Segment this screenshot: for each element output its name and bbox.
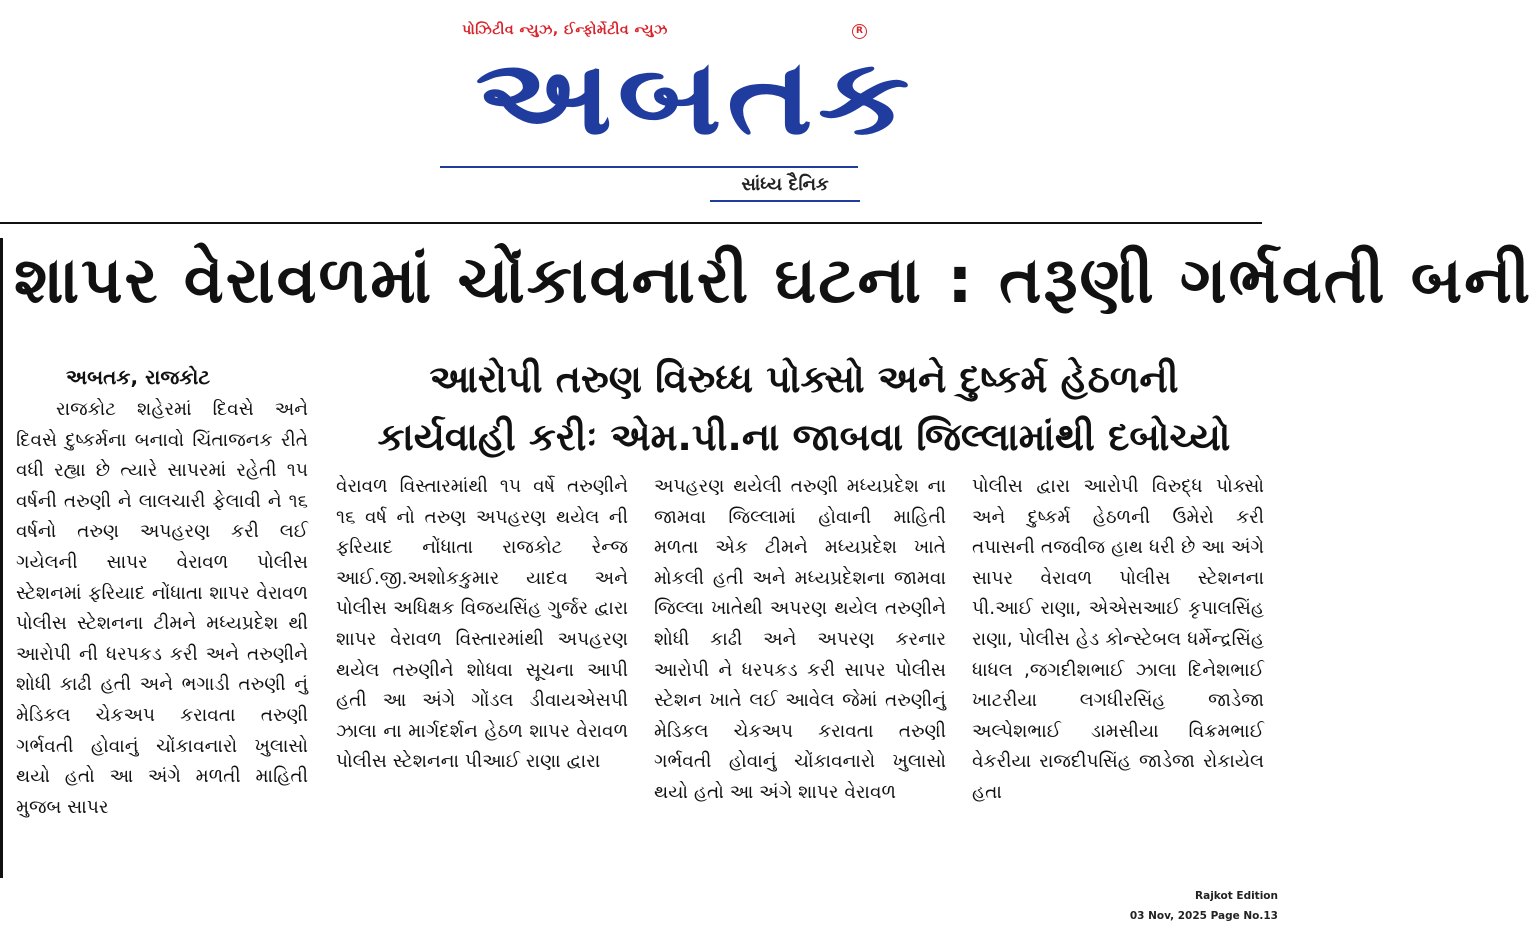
subtitle-underline — [710, 200, 860, 202]
newspaper-logo: અબતક — [475, 36, 915, 158]
column-4-text: પોલીસ દ્વારા આરોપી વિરુદ્ધ પોક્સો અને દુષ્કર્મ હેઠળની ઉમેરો કરી તપાસની તજવીજ હાથ ધરી છે આ અંગે સાપર વેરાવળ પોલીસ સ્ટેશનના પી.આઈ રાણા, એએસઆઈ કૃપાલસિંહ રાણા, પોલીસ હેડ કોન્સ્ટેબલ ધર્મેન્દ્રસિંહ ધાધલ ,જગદીશભાઈ ઝાલા દિનેશભાઈ ખાટરીયા લગધીરસિંહ જાડેજા અલ્પેશભાઈ ડામસીયા વિક્રમભાઈ વેકરીયા રાજદીપસિંહ જાડેજા રોકાયેલ હતા — [972, 476, 1264, 803]
article-column-4 — [972, 472, 1264, 809]
article-column-2 — [336, 472, 628, 778]
column-1-text: રાજકોટ શહેરમાં દિવસે અને દિવસે દુષ્કર્મના બનાવો ચિંતાજનક રીતે વધી રહ્યા છે ત્યારે સાપરમાં રહેતી ૧૫ વર્ષની તરુણી ને લાલચારી ફેલાવી ને ૧૬ વર્ષનો તરુણ અપહરણ કરી લઈ ગયેલની સાપર વેરાવળ પોલીસ સ્ટેશનમાં ફરિયાદ નોંધાતા શાપર વેરાવળ પોલીસ સ્ટેશનના ટીમને મધ્યપ્રદેશ થી આરોપી ની ધરપકડ કરી અને તરુણીને શોધી કાઢી હતી અને ભગાડી તરુણી નું મેડિકલ ચેકઅપ કરાવતા તરુણી ગર્ભવતી હોવાનું ચોંકાવનારો ખુલાસો થયો હતો આ અંગે મળતી માહિતી મુજબ સાપર — [16, 399, 308, 818]
footer-date-page: 03 Nov, 2025 Page No.13 — [1129, 910, 1278, 922]
masthead — [420, 18, 915, 208]
subheadline-line-1: આરોપી તરુણ વિરુધ્ધ પોક્સો અને દુષ્કર્મ હેઠળની — [429, 357, 1179, 401]
masthead-subtitle: સાંધ્ય દૈનિક — [741, 174, 829, 195]
column-2-text: વેરાવળ વિસ્તારમાંથી ૧૫ વર્ષે તરુણીને ૧૬ વર્ષ નો તરુણ અપહરણ થયેલ ની ફરિયાદ નોંધાતા રાજકોટ રેન્જ આઈ.જી.અશોકકુમાર યાદવ અને પોલીસ અધિક્ષક વિજયસિંહ ગુર્જર દ્વારા શાપર વેરાવળ વિસ્તારમાંથી અપહરણ થયેલ તરુણીને શોધવા સૂચના આપી હતી આ અંગે ગોંડલ ડીવાયએસપી ઝાલા ના માર્ગદર્શન હેઠળ શાપર વેરાવળ પોલીસ સ્ટેશનના પીઆઈ રાણા દ્વારા — [336, 476, 628, 773]
masthead-divider — [0, 222, 1262, 224]
footer-edition: Rajkot Edition — [1195, 890, 1278, 902]
article-headline: શાપર વેરાવળમાં ચોંકાવનારી ઘટના : તરૂણી ગર્ભવતી બની — [14, 244, 1532, 318]
logo-underline — [440, 166, 858, 168]
article-column-1 — [16, 395, 308, 823]
column-3-text: અપહરણ થયેલી તરુણી મધ્યપ્રદેશ ના જામવા જિલ્લામાં હોવાની માહિતી મળતા એક ટીમને મધ્યપ્રદેશ ખાતે મોકલી હતી અને મધ્યપ્રદેશના જામવા જિલ્લા ખાતેથી અપરણ થયેલ તરુણીને શોધી કાઢી અને અપરણ કરનાર આરોપી ને ધરપકડ કરી સાપર પોલીસ સ્ટેશન ખાતે લઈ આવેલ જેમાં તરુણીનું મેડિકલ ચેકઅપ કરાવતા તરુણી ગર્ભવતી હોવાનું ચોંકાવનારો ખુલાસો થયો હતો આ અંગે શાપર વેરાવળ — [654, 476, 946, 803]
article-left-border — [0, 238, 3, 878]
registered-trademark-icon: R — [852, 24, 867, 39]
article-dateline: અબતક, રાજકોટ — [66, 365, 211, 389]
article-column-3 — [654, 472, 946, 809]
subheadline-line-2: કાર્યવાહી કરીઃ એમ.પી.ના જાબવા જિલ્લામાંથી દબોચ્યો — [377, 415, 1231, 459]
masthead-tagline: પોઝિટીવ ન્યુઝ, ઈન્ફોર્મેટીવ ન્યુઝ — [462, 22, 668, 38]
article-subheadline — [334, 350, 1274, 466]
